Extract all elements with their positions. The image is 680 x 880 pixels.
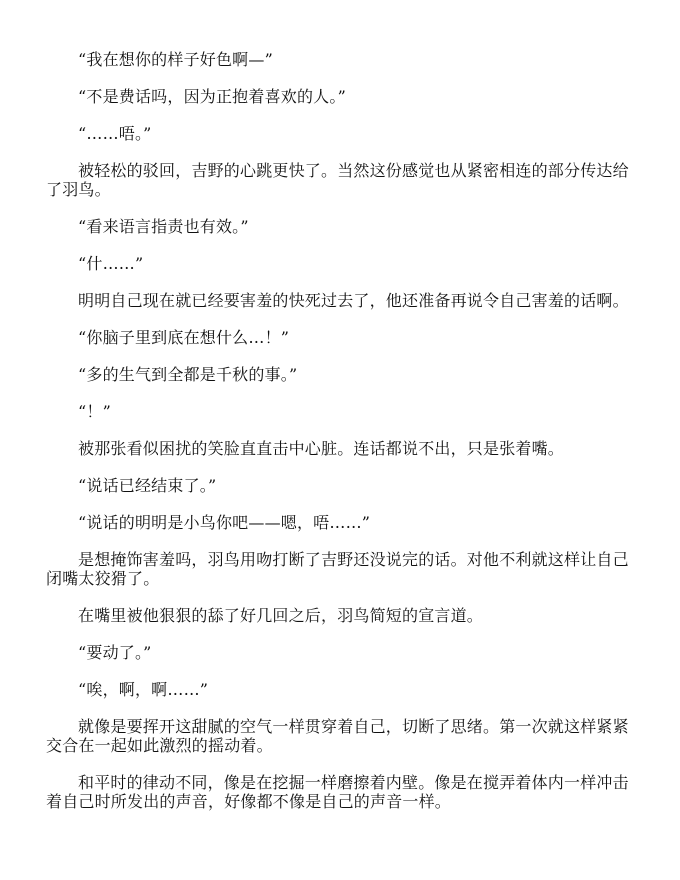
dialogue-paragraph: “！” bbox=[78, 402, 111, 421]
dialogue-paragraph: “我在想你的样子好色啊—” bbox=[78, 50, 273, 69]
narration-paragraph: 被那张看似困扰的笑脸直直击中心脏。连话都说不出，只是张着嘴。 bbox=[78, 439, 565, 458]
dialogue-paragraph: “什……” bbox=[78, 254, 144, 273]
dialogue-paragraph: “不是费话吗，因为正抱着喜欢的人。” bbox=[78, 87, 346, 106]
dialogue-paragraph: “要动了。” bbox=[78, 643, 152, 662]
dialogue-paragraph: “唉，啊，啊……” bbox=[78, 680, 209, 699]
narration-paragraph: 被轻松的驳回，吉野的心跳更快了。当然这份感觉也从紧密相连的部分传达给了羽鸟。 bbox=[46, 161, 629, 199]
dialogue-paragraph: “看来语言指责也有效。” bbox=[78, 217, 249, 236]
narration-paragraph: 在嘴里被他狠狠的舔了好几回之后，羽鸟简短的宣言道。 bbox=[78, 606, 484, 625]
narration-paragraph: 就像是要挥开这甜腻的空气一样贯穿着自己，切断了思绪。第一次就这样紧紧交合在一起如此激烈的摇动着。 bbox=[46, 717, 629, 755]
narration-paragraph: 明明自己现在就已经要害羞的快死过去了，他还准备再说令自己害羞的话啊。 bbox=[78, 291, 629, 310]
dialogue-paragraph: “说话的明明是小鸟你吧——嗯，唔……” bbox=[78, 513, 371, 532]
dialogue-paragraph: “说话已经结束了。” bbox=[78, 476, 217, 495]
dialogue-paragraph: “多的生气到全都是千秋的事。” bbox=[78, 365, 298, 384]
narration-paragraph: 和平时的律动不同，像是在挖掘一样磨擦着内壁。像是在搅弄着体内一样冲击着自己时所发出的声音，好像都不像是自己的声音一样。 bbox=[46, 773, 629, 811]
narration-paragraph: 是想掩饰害羞吗，羽鸟用吻打断了吉野还没说完的话。对他不利就这样让自己闭嘴太狡猾了。 bbox=[46, 550, 629, 588]
dialogue-paragraph: “你脑子里到底在想什么…！” bbox=[78, 328, 290, 347]
dialogue-paragraph: “……唔。” bbox=[78, 124, 152, 143]
document-page bbox=[46, 50, 632, 829]
